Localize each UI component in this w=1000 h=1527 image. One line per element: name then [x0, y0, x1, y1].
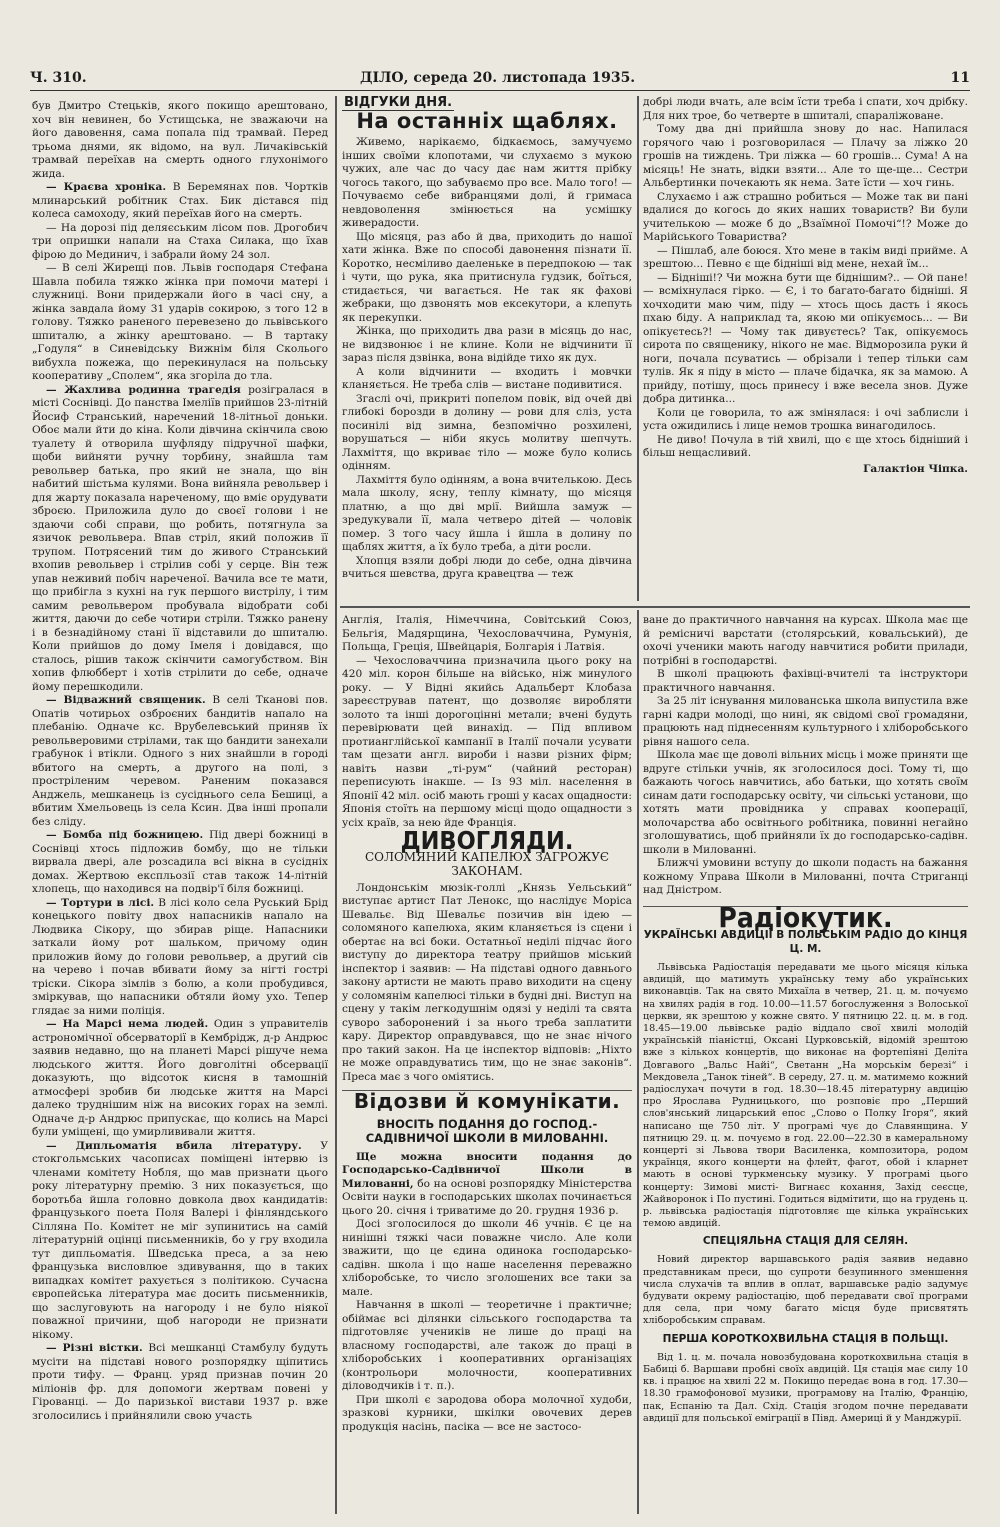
section-title: Відозви й комунікати. [353, 1089, 621, 1113]
section-subtitle: УКРАЇНСЬКІ АВДИЦІЇ В ПОЛЬСЬКІМ РАДІО ДО КІНЦЯ Ц. М. [643, 929, 968, 955]
section-subtitle: СПЕЦІЯЛЬНА СТАЦІЯ ДЛЯ СЕЛЯН. [702, 1235, 909, 1248]
rubric-title: ВІДГУКИ ДНЯ. [344, 96, 453, 110]
author-signature: Галактіон Чіпка. [863, 462, 968, 475]
column-rule [637, 610, 639, 1514]
paragraph: Слухаємо і аж страшно робиться — Може так ви пані вдалися до когось до яких наших товариств? Ви були учителькою — може б до „Взаїмної Помочі“!? Може до Марійського Товариства? [643, 190, 968, 243]
paragraph: Живемо, нарікаємо, бідкаємось, замучуємо інших своїми клопотами, чи слухаємо з мукою чужих, але час до часу дає нам життя прібку чогось такого, що забуваємо про все. Мало того! — Почуваємо себе вибранцями долі, й гримаса невдоволення змінюється на усмішку живерадости. [342, 136, 632, 229]
paragraph: В школі працюють фахівці-вчителі та інструктори практичного навчання. [643, 668, 968, 694]
page-number: 11 [950, 70, 970, 86]
paragraph: — Відважний священик. В селі Тканові пов. Опатів чотирьох озброєних бандитів напало на плебанію. Одначе кс. Врубелевський приняв їх револьверовими стрілами, так що бандити занехали грабунок і втікли. Одного з них знайшли в городі вбитого на смерть, а другого на полі, з простріленим черевом. Раненим показався Анджель, мешканець із сусіднього села Бешиці, а вбитим Хмельовець із села Ксин. Два інші пропали без сліду. [32, 694, 328, 828]
middle-bottom-column [342, 614, 632, 1514]
paragraph: Що місяця, раз або й два, приходить до нашої хати жінка. Вже по способі давонення пізнати її. Коротко, несміливо даеленьке в передпокою — так і чути, що рука, яка притиснула гудзик, боїться, стидається, чи вагається. Не так як фахові жебраки, що дзвонять мов ексекутори, а клепуть як перекупки. [342, 230, 632, 324]
paragraph: — Бідніші!? Чи можна бути ще біднішим?.. — Ой пане! — всміхнулася гірко. — Є, і то багато-багато бідніші. Я хочходити маю чим, піду — хтось щось дасть і якось пхаю біду. А наприклад та, якою ми опікуємось... — Ви опікуєтесь?! — Чому так дивуєтесь? Так, опікуємось сирота по священику, нікого не має. Відморозила руки й ноги, почала псуватись — обрізали і тепер тільки сам тулів. Як я піду в місто — плаче бідачка, як за мамою. А прийду, потішу, щось принесу і вже весела знов. Дуже добра дитинка... [643, 271, 968, 405]
column-rule [637, 96, 639, 601]
paragraph: добрі люди вчать, але всім їсти треба і спати, хоч дрібку. Для них трое, бо четверте в шпиталі, спараліжоване. [643, 96, 968, 122]
paragraph: — Краєва хроніка. В Беремянах пов. Чортків млинарський робітник Стах. Бик дістався під колеса самоходу, який переїхав його на смерть. [32, 181, 328, 220]
right-bottom-column [643, 614, 968, 1514]
paragraph: Коли це говорила, то аж змінялася: і очі заблисли і уста ожидились і лице немов трошка винагодилось. [643, 406, 968, 432]
paragraph: — Різні вістки. Всі мешканці Стамбулу будуть мусіти на підставі нового розпорядку щіпитись проти тифу. — Франц. уряд признав почин 20 міліонів фр. для допомоги жертвам повені у Гірованці. — До паризької вистави 1937 р. вже зголосились і прийнялили свою участь [32, 1342, 328, 1422]
paragraph: Навчання в школі — теоретичне і практичне; обіймає всі ділянки сільського господарства та підготовляє учеників не лише до праці на власному господарстві, але також до праці в хліборобських і кооперативних організаціях (контрольори молочности, кооперативних діловодчиків і т. п.). [342, 1299, 632, 1392]
paragraph: — Дипльоматія вбила літературу. У стокгольмських часописах поміщені інтервю із членами комітету Нобля, що мав признати цього року літературну премію. З них показується, що боротьба йшла головно довкола двох кандидатів: французького поета Поля Валері і фінляндського Сілляна По. Комітет не міг зупинитись на самій літературній оцінці письменників, бо у гру входила тут дипльоматія. Шведська преса, а за нею французька висловлюе здивування, що в таких випадках комітет рахується з політикою. Сучасна європейська література має досить письменників, що заслуговують на нагороду і не було ніякої поважної причини, щоб нагороди не признати нікому. [32, 1139, 328, 1341]
paragraph: Ближчі умовини вступу до школи подасть на бажання кожному Управа Школи в Милованні, почта Стриганці над Дністром. [643, 857, 968, 896]
paragraph: — На Марсі нема людей. Один з управителів астрономічної обсерваторії в Кембрідж, д-р Андрюс заявив недавно, що на планеті Марсі рішуче нема людського життя. Його довголітні обсервації доказують, що відсоток кисня в тамошній атмосфері зробив би людське життя на Марсі далеко труднішим ніж на високих горах на землі. Одначе д-р Андрюс припускає, що колись на Марсі були уміщені, що умирлививали життя. [32, 1018, 328, 1138]
paragraph: Новий директор варшавського радія заявив недавно представникам преси, що супроти безупинного зменшення числа слухачів та вплив в оплат, варшавське радіо задумує будувати окрему радіостацію, щоб передавати свої програми для села, при чому багато місця буде присвятять хліборобським справам. [643, 1254, 968, 1327]
section-subtitle: ПЕРША КОРОТКОХВИЛЬНА СТАЦІЯ В ПОЛЬЩІ. [662, 1332, 949, 1345]
article-title: На останніх щаблях. [356, 108, 618, 133]
paragraph: При школі є зародова обора молочної худоби, зразкові курники, шкілки овочевих дерев продукція насінь, пасіка — все не застосо- [342, 1393, 632, 1433]
paragraph: Школа має ще довoлі вільних місць і може приняти ще вдруге стільки учнів, як зголосилося досі. Тому ті, що бажають чогось навчитись, або батьки, що хотять своїм синам дати господарську освіту, чи сільські установи, що хотять мати провідника у справах кооперації, молочарства або освітнього робітника, повинні негайно зголошуватись, щоб прийняли їх до господарсько-садівн. школи в Милованні. [643, 749, 968, 856]
section-title: ДИВОГЛЯДИ. [400, 826, 574, 855]
paragraph: Згаслі очі, прикриті попелом повік, від очей дві глибокі борозди в долину — рови для сліз, уста посинілі від зимна, безпомічно розхилені, ворушаться — ніби якусь молитву шепчуть. Лахміття, що вкриває тіло — може було колись одінням. [342, 392, 632, 472]
paragraph: Ще можна вносити подання до Господарсько-Садівничої Школи в Милованні, бо на основі розпорядку Міністерства Освіти науки в господарських школах починається цього 20. січня і триватиме до 20. грудня 1936 р. [342, 1150, 632, 1217]
paragraph: Від 1. ц. м. почала новозбудована короткохвильна стація в Бабиці б. Варшави пробні своїх авдицій. Ця стація має силу 10 кв. і працює на хвилі 22 м. Покищо передає вона в год. 17.30—18.30 грамофонової музики, програмову на Італію, Францію, пак, Еспанію та Дал. Схід. Стація згодом почне передавати авдиції для польської еміграції в Півд. Америці й у Манджурії. [643, 1351, 968, 1424]
left-column [32, 100, 328, 1510]
paragraph: — Тортури в лісі. В лісі коло села Руський Брід конецького повіту двох напасників напало на Людвика Сікору, що збирав ріще. Напасники заткали йому рот шальком, причому один приложив йому до голови револьвер, а другий сів на черево і почав вбивати йому за нігті гострі тріски. Сікора зімлів з болю, а коли пробудився, зміркував, що напасники обтяли йому ухо. Тепер глядає за ними поліція. [32, 896, 328, 1017]
column-rule [335, 96, 337, 1514]
paragraph: Лахміття було одінням, а вона вчителькою. Десь мала школу, ясну, теплу кімнату, що місяця платню, а що дві мрії. Вийшла замуж — зредукували її, мала четверо дітей — чоловік помер. З того часу йшла і йшла в долину по щаблях життя, а їх було треба, а діти росли. [342, 473, 632, 553]
paragraph: Лондонськім мюзік-голлі „Князь Уельський“ виступає артист Пат Ленокс, що наслідує Моріса Шевальє. Від Шевальє позичив він ідею — соломяного капелюха, яким кланяється із сцени і обертає на всі боки. Остатньої неділі підчас його виступу до директора театру прийшов міський інспектор і заявив: — На підставі одного давнього закону артисти не мають право виходити на сцену у соломянім капелюсі тільки в будні дні. Виступ на сцену у такім легкодушнім одязі у неділі та свята суворо заборонений і за нього треба заплатити кару. Директор оправдувався, що не знає нічого про такий закон. На це інспектор відповів: „Ніхто не може оправдуватись тим, що не знає законів“. Преса має з чого оміятись. [342, 881, 632, 1083]
paragraph: — В селі Жирещі пов. Львів господаря Стефана Шавла побила тяжко жінка при помочи матері і служниці. Вони придержали його в часі сну, а жінка завдала йому 31 ударів сокирою, з того 12 в голову. Тяжко раненого перевезено до львівського шпиталю, а жінку арештовано. — В тартаку „Годуля“ в Синевідську Вижнім біля Сколього вибухла пожежа, що перекинулася на польську кооперативу „Сполем“, яка згоріла до тла. [32, 262, 328, 382]
section-subtitle: ВНОСІТЬ ПОДАННЯ ДО ГОСПОД.-САДІВНИЧОЇ ШКОЛИ В МИЛОВАННІ. [365, 1116, 609, 1145]
paragraph: За 25 літ існування милованська школа випустила вже гарні кадри молоді, що нині, як свідомі свої громадяни, працюють над піднесенням культурного і хліборобського рівня нашого села. [643, 695, 968, 748]
horizontal-rule [340, 606, 970, 608]
paragraph: А коли відчинити — входить і мовчки кланяється. Не треба слів — вистане подивитися. [342, 365, 632, 391]
feuilleton-article [342, 96, 632, 601]
paragraph: Англія, Італія, Німеччина, Совітський Союз, Бельгія, Мадярщина, Чехословаччина, Румунія, Польща, Греція, Швейцарія, Болгарія і Латвія. [342, 614, 632, 653]
issue-number: Ч. 310. [30, 70, 87, 86]
paragraph: був Дмитро Стецьків, якого покищо арештовано, хоч він невинен, бо Устищська, не зважаючи на його давовення, сама попала під трамвай. Перед трьома днями, як відомо, на вул. Личаківській трамвай переїхав на смерть одного глухонімого жида. [32, 100, 328, 180]
paragraph: Хлопця взяли добрі люди до себе, одна дівчина вчиться шевства, друга кравецтва — теж [342, 554, 632, 580]
paragraph: — Чехословаччина призначила цього року на 420 міл. корон більше на військо, ніж минулого року. — У Відні якийсь Адальберт Клобаза зареєстрував патент, що дозволяє виробляти золото та інші дорогоцінні метали; вчені будуть перевірювати цей винахід. — Під впливом протианглійської кампанії в Італії почали усувати там щезати англ. вироби і назви різних фірм; навіть назви „ті-рум“ (чайний ресторан) переписують інакше. — Із 93 міл. населення в Японії 42 міл. осіб мають гроші у касах ощадности: Японія стоїть на першому місці щодо ощадности з усіх країв, за нею йде Франція. [342, 654, 632, 829]
paragraph: ване до практичного навчання на курсах. Школа має ще й ремісничі варстати (столярський, ковальський), де охочі ученики мають нагоду навчитися робити прилади, потрібні в господарстві. [643, 614, 968, 667]
paragraph: — На дорозі під деляєським лісом пов. Дрогобич три опришки напали на Стаха Силака, що їхав фірою до Мединич, і забрали йому 24 зол. [32, 221, 328, 261]
paragraph: — Жахлива родинна трагедія розігралася в місті Соснівці. До панства Імеліїв прийшов 23-літній Йосиф Странський, наречений 18-літньої доньки. Обоє мали йти до кіна. Коли дівчина скінчила свою туалету й отворила шуфляду підручної шафки, щоби вийняти ручну торбину, знайшла там револьвер батька, про який не знала, що він набитий шістьма кулями. Вона вийняла револьвер і для жарту показала нареченому, що вміє орудувати зброєю. Приложила дуло до своєї голови і не здаючи собі справи, що робить, потягнула за язичок револьвера. Впав стріл, який положив її трупом. Потрясений тим до живого Странський вхопив револьвер і стрілив собі у серце. Він теж упав неживий побіч нареченої. Вачила все те мати, що прибігла з кухні на гук першого вистрілу, і тим самим револьвером пробувала відобрати собі життя, даючи до себе чотири стріли. Тяжко ранену і в безнадійному стані її відставили до шпиталю. Коли прийшов до дому Імеля і довідався, що сталось, рішив також скінчити самогубством. Він хопив флюбберт і хотів стрілити до себе, одначе йому перешкодили. [32, 383, 328, 693]
paragraph: Жінка, що приходить два рази в місяць до нас, не видзвонює і не клине. Коли не відчинити її зараз після дзвінка, вона відійде тихо як дух. [342, 325, 632, 364]
masthead-date: ДІЛО, середа 20. листопада 1935. [360, 70, 636, 86]
feuilleton-continuation [643, 96, 968, 601]
page-header [30, 68, 970, 91]
paragraph: Львівська Радіостація передавати ме цього місяця кілька авдицій, що матимуть українську тему або українських виконавців. Так на свято Михаїла в четвер, 21. ц. м. почуємо на хвилях радія в год. 10.00—11.57 богослуження з Волоської церкви, як зрештою у кожне свято. У пятницю 22. ц. м. в год. 18.45—19.00 львівське радіо віддало свої хвилі молодій українській піаністці, Оксані Цурковській, відомій зрештою вже з кількох концертів, що виконає на фортепіяні Деліта Довгавого „Вальс Найі“, Светанн „На морськім березі“ і Мекдовела „Танок тіней“. В середу, 27. ц. м. матимемо кожний радіослухач почути в год. 18.30—18.45 літературну авдицію про Ярослава Рудницького, що розповіє про „Перший слов'янський лицарський епос „Слово о Полку Ігоря“, який написано ще 750 літ. У програмі чує до Славянщина. У пятницю 29. ц. м. почуємо в год. 22.00—22.30 в камеральному концерті зі Львова твори Василенка, композитора, родом українця, якого концерти на флейт, фагот, обой і кларнет мають в основі туркменську музику. У програмі цього концерту: Зимові мисті- Вигнаєс кохання, Захід сеєсце, Жайворонок і По пустині. Годиться відмітити, що на грудень ц. р. львівська радіостація підготовляє ще кілька українських темою авдицій. [643, 962, 968, 1230]
section-title: Радіокутик. [718, 900, 893, 934]
paragraph: — Бомба під божницею. Під двері божниці в Соснівці хтось підложив бомбу, що не тільки вирвала двері, але розсадила всі вікна в сусідніх домах. Жертвою експльозії став також 14-літній хлопець, що находився на подвір'ї біля божниці. [32, 829, 328, 895]
paragraph: — Пішлаб, але боюся. Хто мене в такім виді прийме. А зрештою... Певно є ще бідніші від мене, нехай їм... [643, 244, 968, 270]
paragraph: Тому два дні прийшла знову до нас. Напилася горячого чаю і розговорилася — Плачу за ліжко 20 грошів на тиждень. Три ліжка — 60 грошів... Сума! А на місяць! Не знать, відки взяти... Але то ще-ще... Сестри Альбертинки почекають як нема. Зате їсти — хоч гинь. [643, 123, 968, 189]
section-subtitle: СОЛОМЯНИЙ КАПЕЛЮХ ЗАГРОЖУЄ ЗАКОНАМ. [364, 849, 610, 878]
paragraph: Досі зголосилося до школи 46 учнів. Є це на нинішні тяжкі часи поважне число. Але коли зважити, що це єдина одинока господарсько-садівн. школа і що наше населення переважно хліборобське, то число зголошених все таки за мале. [342, 1218, 632, 1298]
paragraph: Не диво! Почула в тій хвилі, що є ще хтось бідніший і більш нещасливий. [643, 433, 968, 459]
